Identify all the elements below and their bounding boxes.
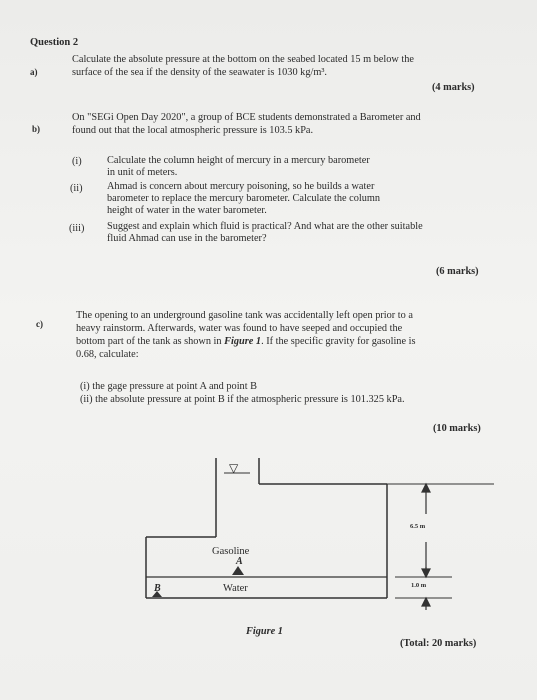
- total-marks: (Total: 20 marks): [400, 638, 477, 649]
- point-a-label: A: [236, 556, 243, 567]
- dim-bottom-label: 1.0 m: [411, 582, 427, 589]
- part-b-line2: found out that the local atmospheric pressure is 103.5 kPa.: [72, 125, 314, 136]
- part-b-sub-i-line2: in unit of meters.: [107, 167, 178, 178]
- part-a-line2: surface of the sea if the density of the seawater is 1030 kg/m³.: [72, 67, 327, 78]
- part-b-sub-ii-num: (ii): [70, 183, 83, 194]
- gasoline-label: Gasoline: [212, 546, 250, 557]
- part-b-marks: (6 marks): [436, 266, 479, 277]
- part-c-sub-i: (i) the gage pressure at point A and point B: [80, 381, 258, 392]
- question-title: Question 2: [30, 37, 79, 48]
- figure-ref: Figure 1: [224, 336, 262, 347]
- part-b-sub-i-line1: Calculate the column height of mercury in a mercury barometer: [107, 155, 370, 166]
- point-a-marker: [232, 566, 244, 575]
- part-b-sub-ii-line1: Ahmad is concern about mercury poisoning, so he builds a water: [107, 181, 375, 192]
- free-surface-symbol: ▽: [229, 461, 239, 475]
- part-a-line1: Calculate the absolute pressure at the bottom on the seabed located 15 m below the: [72, 54, 414, 65]
- water-label: Water: [223, 583, 248, 594]
- part-b-sub-iii-num: (iii): [69, 223, 85, 234]
- part-b-sub-iii-line2: fluid Ahmad can use in the barometer?: [107, 233, 267, 244]
- part-b-sub-iii-line1: Suggest and explain which fluid is practical? And what are the other suitable: [107, 221, 423, 232]
- part-a-marks: (4 marks): [432, 82, 475, 93]
- dim-top-label: 6.5 m: [410, 523, 426, 530]
- part-c-line2: heavy rainstorm. Afterwards, water was found to have seeped and occupied the: [76, 323, 403, 334]
- part-b-line1: On "SEGi Open Day 2020", a group of BCE students demonstrated a Barometer and: [72, 112, 421, 123]
- part-b-label: b): [32, 124, 41, 134]
- part-b-sub-i-num: (i): [72, 156, 82, 167]
- dim-top-arrowhead-up: [422, 484, 430, 492]
- dim-bottom-arrowhead-up: [422, 598, 430, 606]
- part-b-sub-ii-line3: height of water in the water barometer.: [107, 205, 267, 216]
- part-a-label: a): [30, 67, 38, 77]
- part-c-sub-ii: (ii) the absolute pressure at point B if the atmospheric pressure is 101.325 kPa.: [80, 394, 405, 405]
- figure-caption: Figure 1: [246, 626, 283, 637]
- part-b-sub-ii-line2: barometer to replace the mercury barometer. Calculate the column: [107, 193, 381, 204]
- point-b-label: B: [154, 583, 161, 594]
- part-c-label: c): [36, 319, 43, 329]
- part-c-line3-start: bottom part of the tank as shown in: [76, 336, 222, 347]
- part-c-line1: The opening to an underground gasoline tank was accidentally left open prior to a: [76, 310, 413, 321]
- part-c-line4: 0.68, calculate:: [76, 349, 139, 360]
- part-c-line3-end: . If the specific gravity for gasoline is: [261, 336, 416, 347]
- part-c-marks: (10 marks): [433, 423, 481, 434]
